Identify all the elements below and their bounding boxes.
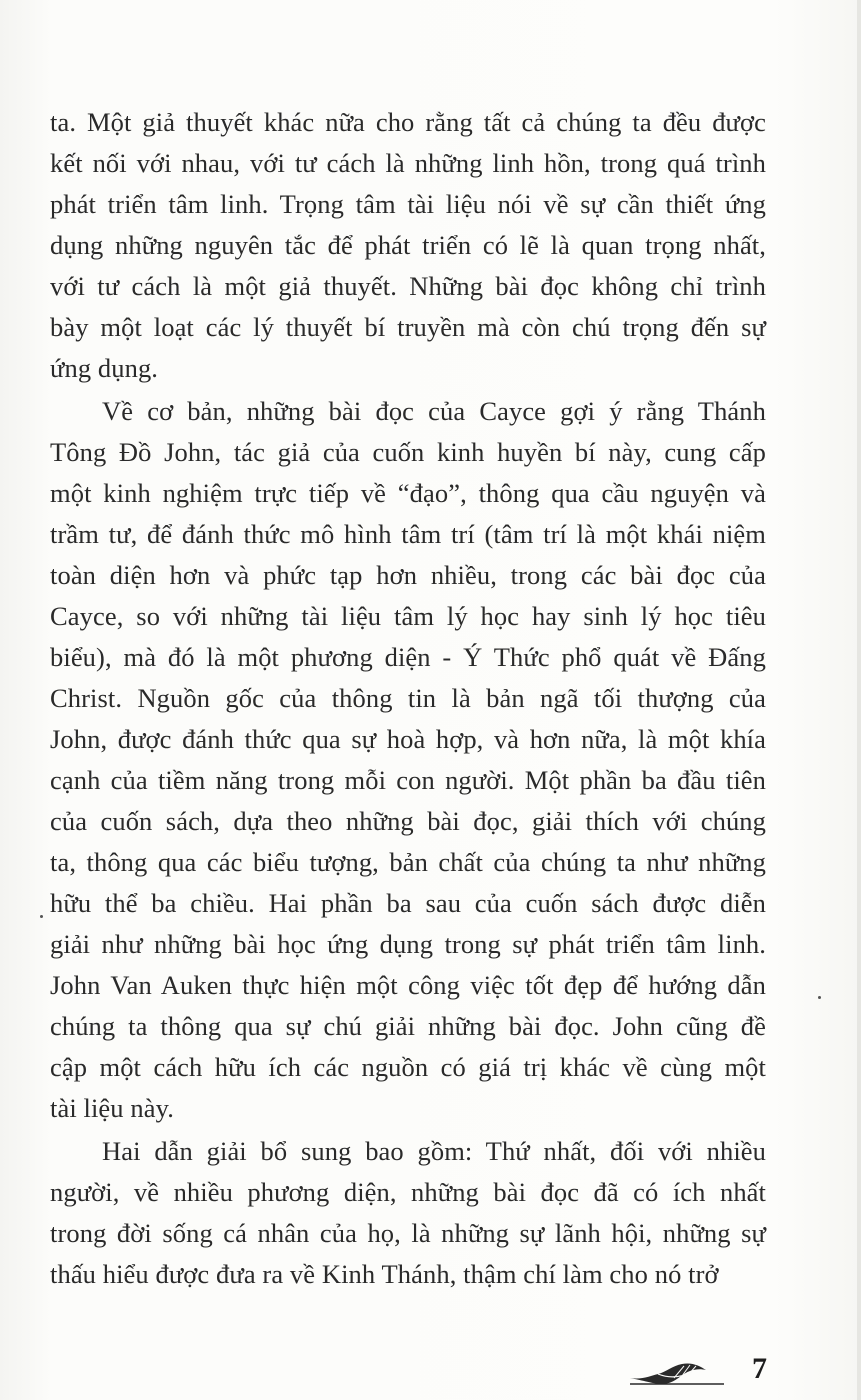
page-edge-shadow [857,0,861,1400]
text-line: trong đời sống cá nhân của họ, là những sự lãnh hội, những sự [50,1218,766,1248]
text-line: của cuốn sách, dựa theo những bài đọc, giải thích với chúng [50,806,766,836]
print-speck [40,915,43,918]
text-line: John Van Auken thực hiện một công việc tốt đẹp để hướng dẫn [50,970,766,1000]
text-line: tài liệu này. [50,1093,174,1123]
text-line: cạnh của tiềm năng trong mỗi con người. Một phần ba đầu tiên [50,765,766,795]
text-line: thấu hiểu được đưa ra về Kinh Thánh, thậm chí làm cho nó trở [50,1259,719,1289]
feather-ornament-icon [628,1356,728,1392]
text-line: Hai dẫn giải bổ sung bao gồm: Thứ nhất, đối với nhiều [102,1136,766,1166]
body-text [50,102,766,1295]
text-line: phát triển tâm linh. Trọng tâm tài liệu nói về sự cần thiết ứng [50,189,766,219]
text-line: ta, thông qua các biểu tượng, bản chất của chúng ta như những [50,847,766,877]
text-line: ứng dụng. [50,353,159,383]
text-line: biểu), mà đó là một phương diện - Ý Thức phổ quát về Đấng [50,642,766,672]
text-line: hữu thể ba chiều. Hai phần ba sau của cuốn sách được diễn [50,888,766,918]
text-line: Christ. Nguồn gốc của thông tin là bản ngã tối thượng của [50,683,766,713]
text-line: bày một loạt các lý thuyết bí truyền mà còn chú trọng đến sự [50,312,766,342]
text-line: người, về nhiều phương diện, những bài đọc đã có ích nhất [50,1177,766,1207]
text-line: John, được đánh thức qua sự hoà hợp, và hơn nữa, là một khía [50,724,766,754]
page-footer [628,1352,778,1396]
text-line: một kinh nghiệm trực tiếp về “đạo”, thông qua cầu nguyện và [50,478,766,508]
text-line: chúng ta thông qua sự chú giải những bài đọc. John cũng đề [50,1011,766,1041]
page-number: 7 [752,1352,767,1385]
text-line: Về cơ bản, những bài đọc của Cayce gợi ý rằng Thánh [102,396,766,426]
text-line: dụng những nguyên tắc để phát triển có lẽ là quan trọng nhất, [50,230,766,260]
text-line: trầm tư, để đánh thức mô hình tâm trí (tâm trí là một khái niệm [50,519,766,549]
print-speck [818,996,821,999]
text-line: ta. Một giả thuyết khác nữa cho rằng tất cả chúng ta đều được [50,107,766,137]
text-line: với tư cách là một giả thuyết. Những bài đọc không chỉ trình [50,271,766,301]
text-line: Cayce, so với những tài liệu tâm lý học hay sinh lý học tiêu [50,601,766,631]
text-line: cập một cách hữu ích các nguồn có giá trị khác về cùng một [50,1052,766,1082]
text-line: giải như những bài học ứng dụng trong sự phát triển tâm linh. [50,929,766,959]
text-line: Tông Đồ John, tác giả của cuốn kinh huyền bí này, cung cấp [50,437,766,467]
text-line: kết nối với nhau, với tư cách là những linh hồn, trong quá trình [50,148,766,178]
text-line: toàn diện hơn và phức tạp hơn nhiều, trong các bài đọc của [50,560,766,590]
